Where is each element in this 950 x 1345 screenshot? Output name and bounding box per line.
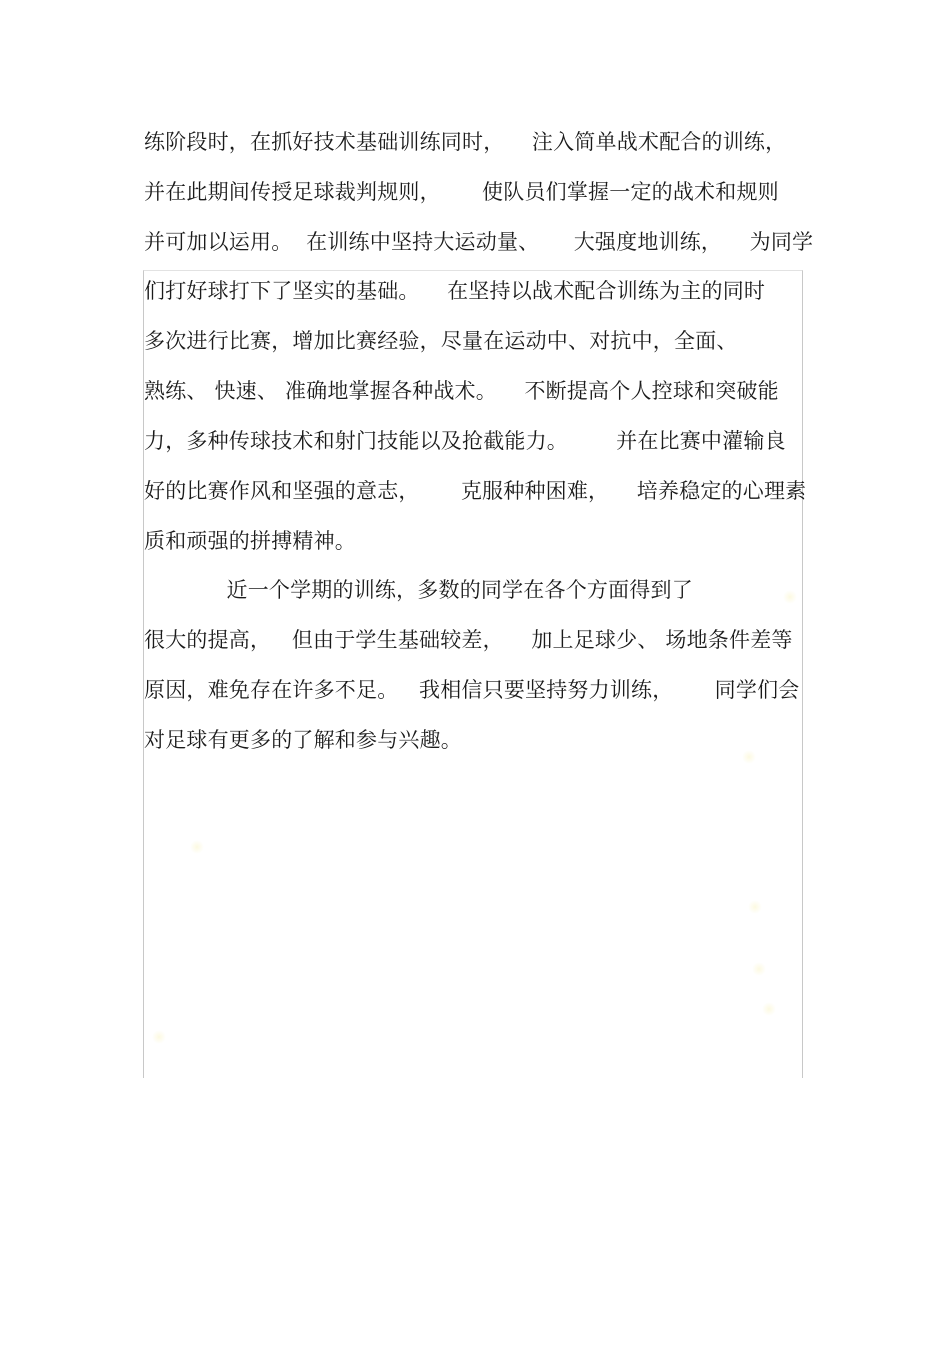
text-line: 原因，难免存在许多不足。 我相信只要坚持努力训练， 同学们会 — [144, 678, 800, 702]
text-line: 力，多种传球技术和射门技能以及抢截能力。 并在比赛中灌输良 — [144, 429, 786, 453]
text-line: 们打好球打下了坚实的基础。 在坚持以战术配合训练为主的同时 — [144, 279, 766, 303]
text-line: 并在此期间传授足球裁判规则， 使队员们掌握一定的战术和规则 — [144, 180, 779, 204]
paper-speck — [742, 750, 756, 764]
paper-speck — [190, 840, 204, 854]
text-line: 好的比赛作风和坚强的意志， 克服种种困难， 培养稳定的心理素 — [144, 479, 807, 503]
text-line: 多次进行比赛，增加比赛经验，尽量在运动中、对抗中，全面、 — [144, 329, 738, 353]
text-line: 很大的提高， 但由于学生基础较差， 加上足球少、 场地条件差等 — [144, 628, 793, 652]
text-line: 近一个学期的训练，多数的同学在各个方面得到了 — [144, 578, 693, 602]
paper-speck — [752, 962, 766, 976]
text-line: 练阶段时，在抓好技术基础训练同时， 注入简单战术配合的训练， — [144, 130, 787, 154]
paper-speck — [783, 590, 797, 604]
paper-speck — [152, 1030, 166, 1044]
text-line: 质和顽强的拼搏精神。 — [144, 529, 356, 553]
paper-speck — [748, 900, 762, 914]
text-line: 并可加以运用。 在训练中坚持大运动量、 大强度地训练， 为同学 — [144, 230, 814, 254]
text-line: 对足球有更多的了解和参与兴趣。 — [144, 728, 462, 752]
text-line: 熟练、 快速、 准确地掌握各种战术。 不断提高个人控球和突破能 — [144, 379, 779, 403]
paper-speck — [762, 1002, 776, 1016]
